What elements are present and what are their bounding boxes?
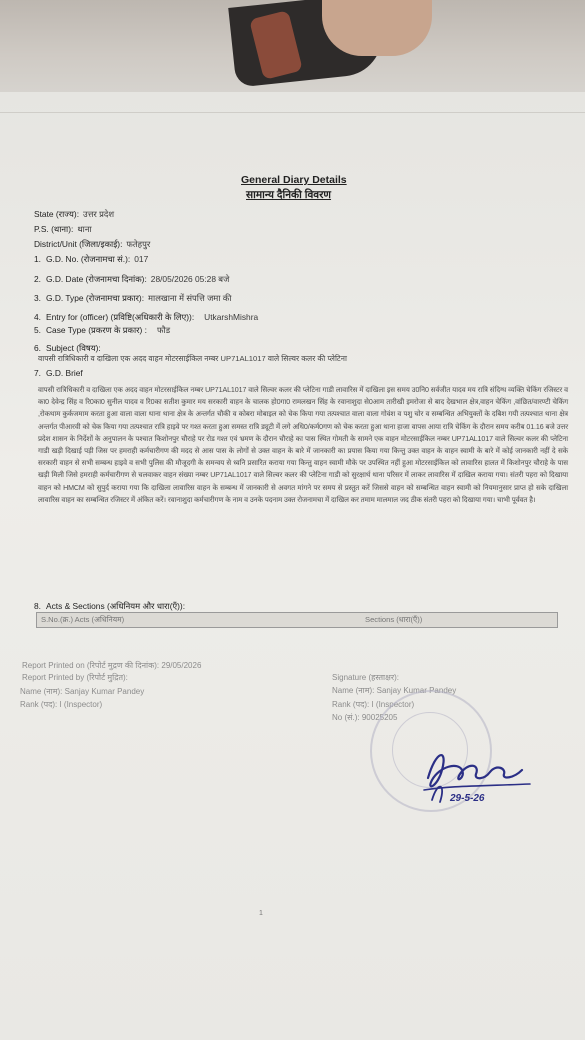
field-state (34, 209, 114, 220)
field-gd-no (34, 254, 148, 265)
brief-heading (34, 368, 83, 378)
brief-label: G.D. Brief (46, 368, 83, 378)
acts-table-header (36, 612, 558, 628)
printed-by-rank: Rank (पद): I (Inspector) (20, 700, 103, 709)
acts-column-act: S.No.(क्र.) Acts (अधिनियम) (41, 615, 125, 624)
field-label: Case Type (प्रकरण के प्रकार) : (46, 325, 147, 335)
acts-number: 8. (34, 601, 41, 611)
field-gd-date (34, 274, 229, 285)
brief-text: वापसी रात्रिधिकारी व दाखिला एक अदद वाहन मोटरसाईकिल नम्बर UP71AL1017 वाले सिल्वर कलर की प्लेटिना गाडी लावारिस में दाखिला इस समय उ0नि0 सर्वजीत यादव मय रात्रि संदिग्ध व्यक्ति चेकिंग रजिस्टर व का0 देवेन्द्र सिंह व रि0का0 सुनील यादव व रि0का सतीश कुमार मय सरकारी वाहन के चालक हो0गा0 रामलखन सिंह के रवानाशुदा से0आम तारीखी इमरोजा से बाद देखभाल क्षेत्र,वाहन चेकिंग ,वांछित/वारण्टी चेकिंग ,रोकथाम कुर्कजमाम करता हुआ वाला वाला थाना थाना क्षेत्र के अन्तर्गत चौकी व कोबरा मोबाइल को चेक किया गया तत्पश्चात वाला वाला गोवंश व पशु चोर व सम्बन्धित अभियुक्तों के दबिश गयी तत्पश्चात थाना क्षेत्र अन्तर्गत पीआरवी को चेक किया गया तत्पश्चात रात्रि हाइवे पर गश्त करता हुआ समस्त रात्रि ड्यूटी में लगे अधि0/कर्म0गण को चेक करता हुआ थाना हाजा वापस आया रात्रि चेकिंग के दौरान समय करीब 01.16 बजे उत्तर प्रदेश शासन के निर्देशों के अनुपालन के पश्चात किशोनपुर चौराहे पर रोड गश्त एवं भ्रमण के दौरान चौराहे का पास स्थित गोमती के सामने एक वाहन मोटरसाईकिल नम्बर UP71AL1017 वाले सिल्वर कलर की प्लेटिना गाडी खड़ी दिखाई पड़ी जिस पर हमराही कर्मचारीगण की मदद से आस पास के लोगों से उक्त वाहन के बारे में जानकारी का प्रयास किया गया किन्तु उक्त वाहन के वाहन स्वामी के बारे में कोई जानकारी नहीं दे सके सरकारी वाहन से सभी सम्बन्ध हाइवे व सभी पुलिस की मौजूदगी के समन्वय से ध्वनि प्रसारित कराया गया किन्तु वाहन स्वामी मौके पर उपस्थित नहीं हुआ मोटरसाईकिल को लावारिस हालत में किशोनपुर चौराहे के पास खड़ी मिली जिसे हमराही कर्मचारीगण से चलवाकर वाहन संख्या नम्बर UP71AL1017 वाले सिल्वर कलर की प्लेटिना गाडी को सुरक्षार्थ थाना परिसर में लाकर लावारिस में दाखिल कराया गया। संतरी पहरा को दिखाया वाहन को HMCM को सुपुर्द कराया गया कि दाखिला लावारिस वाहन के सम्बन्ध में जानकारी से अवगत मांगने पर समय से प्रस्तुत करें जिससे वाहन को सम्बन्धित वाहन स्वामी को नियमानुसार प्राप्त हो सके दाखिला लावारिस वाहन का सम्बन्धित रजिस्टर में अंकित करें। रवानाशुदा कर्मचारीगण के नाम व उनके पदनाम उक्त रोजनामचा में दाखिल कर तमाम मालमाल जद ठीक संतरी पहरा को दिखाया गया। चाभी पूर्ववत है। (38, 386, 568, 504)
acts-label: Acts & Sections (अधिनियम और धारा(एँ)): (46, 601, 186, 611)
field-number: 2. (34, 274, 41, 284)
subject-text: वापसी रात्रिधिकारी व दाखिला एक अदद वाहन मोटरसाईकिल नम्बर UP71AL1017 वाले सिल्वर कलर की प्लेटिना (38, 354, 347, 363)
title-hindi: सामान्य दैनिकी विवरण (246, 189, 332, 201)
field-value: UtkarshMishra (204, 312, 259, 322)
field-label: P.S. (थाना): (34, 224, 74, 234)
subject-label: Subject (विषय): (46, 343, 101, 353)
field-number: 1. (34, 254, 41, 264)
field-label: District/Unit (जिला/इकाई): (34, 239, 123, 249)
field-label: G.D. Type (रोजनामचा प्रकार): (46, 293, 145, 303)
signatory-name: Name (नाम): Sanjay Kumar Pandey (332, 686, 457, 695)
field-entry-for (34, 312, 258, 323)
signatory-rank: Rank (पद): I (Inspector) (332, 700, 415, 709)
brief-number: 7. (34, 368, 41, 378)
report-printed-on: Report Printed on (रिपोर्ट मुद्रण की दिनांक): 29/05/2026 (22, 661, 202, 670)
subject-heading (34, 343, 101, 354)
field-case-type (34, 325, 170, 336)
field-value: मालखाना में संपत्ति जमा की (148, 293, 232, 303)
field-number: 3. (34, 293, 41, 303)
field-label: Entry for (officer) (प्रविष्टि(अधिकारी के लिए)): (46, 312, 195, 322)
field-label: State (राज्य): (34, 209, 80, 219)
handwritten-signature (418, 740, 538, 820)
field-value: फौड (157, 325, 171, 335)
field-value: 28/05/2026 05:28 बजे (150, 274, 230, 284)
acts-heading (34, 601, 185, 612)
field-gd-type (34, 293, 231, 304)
signature-label: Signature (हस्ताक्षर): (332, 673, 400, 682)
field-value: फतेहपुर (126, 239, 151, 249)
report-printed-by: Report Printed by (रिपोर्ट मुद्रित): (22, 673, 128, 682)
field-number: 4. (34, 312, 41, 322)
field-value: 017 (134, 254, 149, 264)
printed-by-name: Name (नाम): Sanjay Kumar Pandey (20, 687, 145, 696)
field-value: थाना (77, 224, 92, 234)
field-label: G.D. No. (रोजनामचा सं.): (46, 254, 131, 264)
field-number: 5. (34, 325, 41, 335)
signatory-number: No (सं.): 90025205 (332, 713, 398, 722)
page-number: 1 (259, 910, 263, 917)
acts-column-section: Sections (धारा(एँ)) (365, 615, 423, 624)
field-label: G.D. Date (रोजनामचा दिनांक): (46, 274, 147, 284)
subject-number: 6. (34, 343, 41, 353)
title-english: General Diary Details (241, 174, 347, 186)
handwritten-date: 29-5-26 (450, 793, 485, 804)
field-police-station (34, 224, 92, 235)
field-value: उत्तर प्रदेश (83, 209, 115, 219)
field-district (34, 239, 150, 250)
